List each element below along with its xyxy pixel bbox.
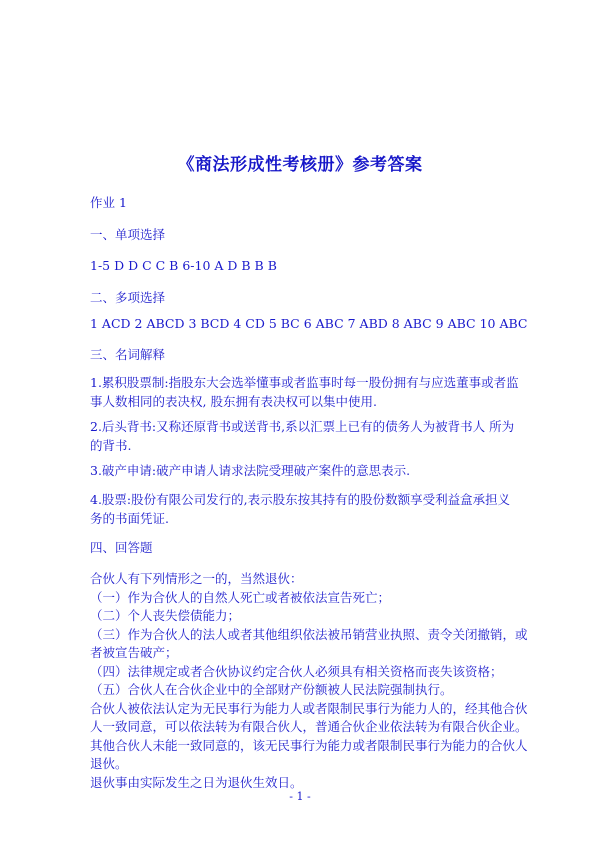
single-choice-answers: 1-5 D D C C B 6-10 A D B B B — [90, 258, 277, 273]
answer-line: 其他合伙人未能一致同意的，该无民事行为能力或者限制民事行为能力的合伙人 — [90, 737, 528, 753]
section-heading-multiple-choice: 二、多项选择 — [90, 290, 166, 305]
page-number: - 1 - — [289, 790, 311, 803]
answer-line: （二）个人丧失偿债能力； — [90, 608, 241, 623]
answer-line: （一）作为合伙人的自然人死亡或者被依法宣告死亡； — [90, 589, 391, 605]
assignment-label: 作业 1 — [90, 195, 127, 210]
answer-line: 者被宣告破产； — [90, 645, 178, 660]
multiple-choice-answers: 1 ACD 2 ABCD 3 BCD 4 CD 5 BC 6 ABC 7 ABD 8 ABC 9 ABC 10 ABC — [90, 316, 528, 331]
answer-line: （五）合伙人在合伙企业中的全部财产份额被人民法院强制执行。 — [90, 682, 453, 697]
answer-line: 合伙人被依法认定为无民事行为能力人或者限制民事行为能力人的，经其他合伙 — [90, 700, 528, 716]
answer-line: 退伙。 — [90, 756, 128, 771]
answer-line: （三）作为合伙人的法人或者其他组织依法被吊销营业执照、责令关闭撤销，或 — [90, 626, 528, 642]
section-heading-answer-questions: 四、回答题 — [90, 540, 153, 555]
term-definition: 2.后头背书:又称还原背书或送背书,系以汇票上已有的债务人为被背书人 所为的背书. — [90, 419, 515, 453]
answer-line: 合伙人有下列情形之一的，当然退伙： — [90, 571, 303, 586]
term-definition: 1.累积股票制:指股东大会选举懂事或者监事时每一股份拥有与应选董事或者监事人数相同的表决权, 股东拥有表决权可以集中使用. — [90, 375, 519, 409]
answer-line: （四）法律规定或者合伙协议约定合伙人必须具有相关资格而丧失该资格； — [90, 663, 503, 679]
section-heading-single-choice: 一、单项选择 — [90, 227, 166, 242]
term-definition: 3.破产申请:破产申请人请求法院受理破产案件的意思表示. — [90, 463, 411, 478]
answer-body — [90, 570, 528, 792]
answer-line: 人一致同意，可以依法转为有限合伙人，普通合伙企业依法转为有限合伙企业。 — [90, 719, 528, 734]
document-title: 《商法形成性考核册》参考答案 — [177, 155, 423, 175]
answer-line: 退伙事由实际发生之日为退伙生效日。 — [90, 774, 303, 790]
section-heading-term-definitions: 三、名词解释 — [90, 347, 166, 362]
term-definition: 4.股票:股份有限公司发行的,表示股东按其持有的股份数额享受利益盒承担义务的书面凭证. — [90, 492, 511, 526]
